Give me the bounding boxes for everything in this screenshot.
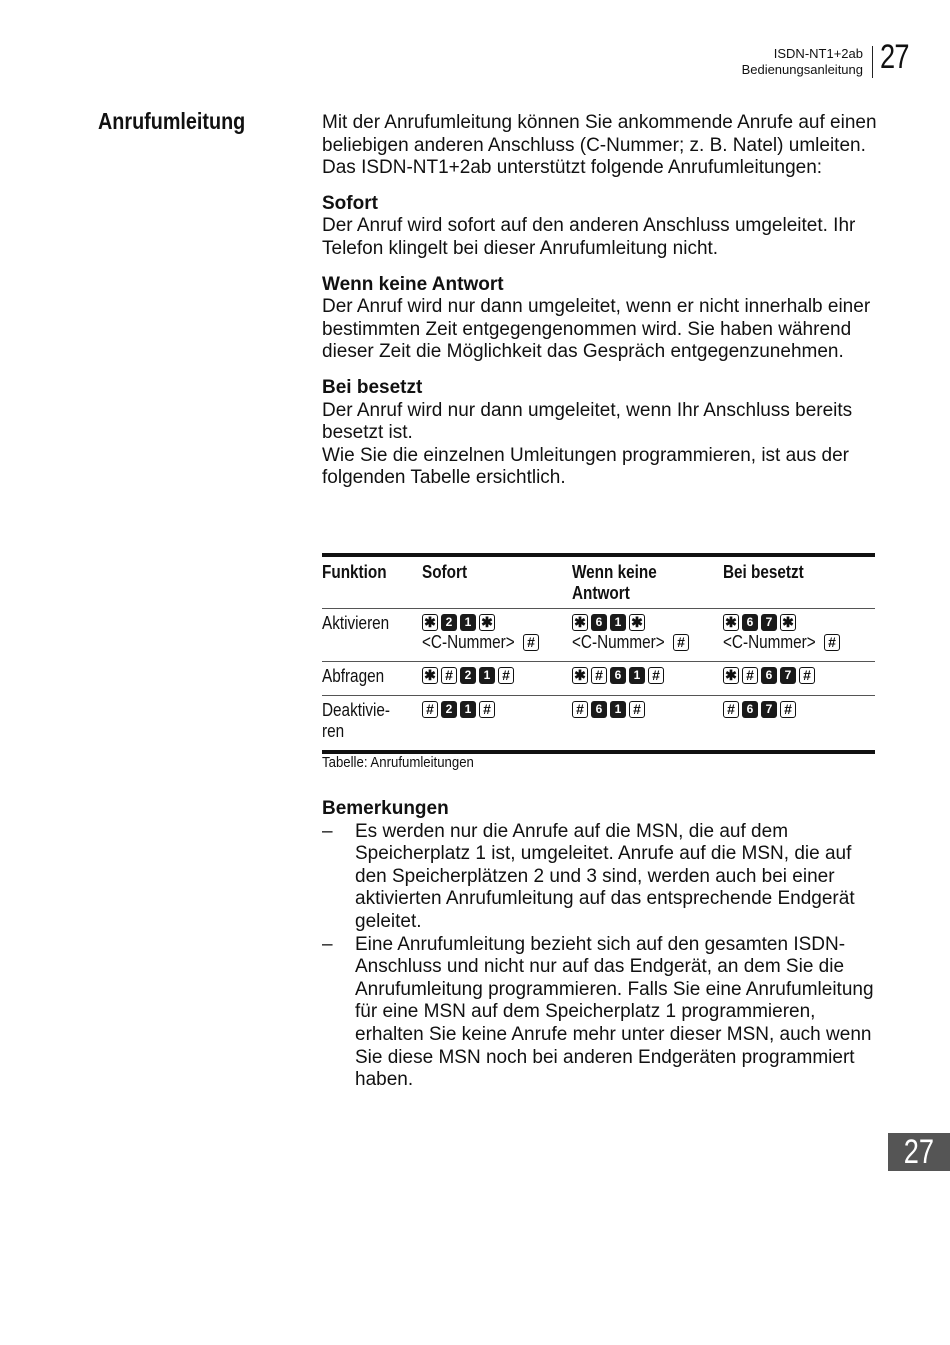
hash-key-icon: # — [523, 634, 539, 651]
remarks-list — [322, 821, 878, 1092]
star-key-icon: ✱ — [780, 614, 796, 631]
mode-text: Der Anruf wird nur dann umgeleitet, wenn Ihr Anschluss bereits besetzt ist. — [322, 399, 853, 444]
mode-block-sofort — [322, 193, 878, 261]
key-sequence-cell — [723, 609, 875, 662]
digit-key-icon: 7 — [761, 701, 777, 718]
star-key-icon: ✱ — [572, 667, 588, 684]
key-sequence-cell — [723, 696, 875, 753]
hash-key-icon: # — [824, 634, 840, 651]
mode-block-keine-antwort — [322, 274, 878, 364]
star-key-icon: ✱ — [629, 614, 645, 631]
digit-key-icon: 6 — [742, 701, 758, 718]
hash-key-icon: # — [591, 667, 607, 684]
table-row — [322, 696, 875, 753]
header-funktion: Funktion — [322, 562, 387, 582]
row-label: Deaktivie-ren — [322, 700, 391, 741]
hash-key-icon: # — [629, 701, 645, 718]
intro-paragraph: Mit der Anrufumleitung können Sie ankommende Anrufe auf einen beliebigen anderen Anschluss (C-Nummer; z. B. Natel) umleiten. Das ISDN-NT1+2ab unterstützt folgende Anrufumleitungen: — [322, 112, 877, 179]
hash-key-icon: # — [742, 667, 758, 684]
table-row — [322, 662, 875, 696]
hash-key-icon: # — [479, 701, 495, 718]
outro-paragraph: Wie Sie die einzelnen Umleitungen programmieren, ist aus der folgenden Tabelle ersichtlich. — [322, 444, 849, 489]
hash-key-icon: # — [648, 667, 664, 684]
key-sequence-cell — [422, 662, 572, 696]
hash-key-icon: # — [422, 701, 438, 718]
hash-key-icon: # — [572, 701, 588, 718]
star-key-icon: ✱ — [422, 614, 438, 631]
mode-block-besetzt — [322, 377, 878, 490]
star-key-icon: ✱ — [723, 667, 739, 684]
body-column — [322, 112, 878, 490]
key-sequence-cell — [422, 696, 572, 753]
star-key-icon: ✱ — [422, 667, 438, 684]
digit-key-icon: 6 — [591, 701, 607, 718]
c-number-label: <C-Nummer> — [572, 632, 665, 652]
remark-text: Eine Anrufumleitung bezieht sich auf den gesamten ISDN-Anschluss und nicht nur auf das Endgerät, an dem Sie die Anrufumleitung programmieren. Falls Sie eine Anrufumleitung für eine MSN auf dem Speicherplatz 1 programmieren, erhalten Sie keine Anrufe mehr unter dieser MSN, auch wenn Sie diese MSN noch bei anderen Endgeräten programmiert haben. — [355, 933, 874, 1091]
header-besetzt: Bei besetzt — [723, 562, 804, 582]
mode-title: Sofort — [322, 192, 378, 214]
digit-key-icon: 1 — [629, 667, 645, 684]
digit-key-icon: 2 — [441, 614, 457, 631]
hash-key-icon: # — [799, 667, 815, 684]
header-doc: Bedienungsanleitung — [741, 62, 863, 77]
c-number-label: <C-Nummer> — [723, 632, 816, 652]
running-header — [742, 46, 863, 78]
digit-key-icon: 2 — [460, 667, 476, 684]
remark-text: Es werden nur die Anrufe auf die MSN, die auf dem Speicherplatz 1 ist, umgeleitet. Anrufe auf die MSN, die auf den Speicherplätzen 2 und 3 sind, werden auch bei einer aktivierten Anrufumleitung auf das entsprechende Endgerät geleitet. — [355, 820, 855, 932]
header-keine-antwort: Wenn keine Antwort — [572, 562, 657, 603]
table-caption: Tabelle: Anrufumleitungen — [322, 754, 474, 771]
mode-title: Wenn keine Antwort — [322, 273, 504, 295]
remarks-section — [322, 798, 878, 1092]
header-divider — [872, 46, 873, 78]
remark-item — [322, 934, 878, 1092]
digit-key-icon: 7 — [761, 614, 777, 631]
remarks-title: Bemerkungen — [322, 798, 449, 819]
header-page-number: 27 — [880, 38, 909, 76]
forwarding-table — [322, 553, 875, 754]
c-number-label: <C-Nummer> — [422, 632, 515, 652]
key-sequence-cell — [723, 662, 875, 696]
star-key-icon: ✱ — [572, 614, 588, 631]
dash-bullet: – — [322, 933, 333, 955]
mode-text: Der Anruf wird nur dann umgeleitet, wenn er nicht innerhalb einer bestimmten Zeit entgegengenommen wird. Sie haben während dieser Zeit die Möglichkeit das Gespräch entgegenzunehmen. — [322, 296, 871, 363]
hash-key-icon: # — [723, 701, 739, 718]
digit-key-icon: 1 — [610, 701, 626, 718]
header-sofort: Sofort — [422, 562, 468, 582]
key-sequence-cell — [572, 696, 723, 753]
digit-key-icon: 6 — [610, 667, 626, 684]
page-tab — [888, 1133, 950, 1171]
mode-text: Der Anruf wird sofort auf den anderen Anschluss umgeleitet. Ihr Telefon klingelt bei dieser Anrufumleitung nicht. — [322, 215, 856, 259]
digit-key-icon: 6 — [591, 614, 607, 631]
header-product: ISDN-NT1+2ab — [773, 46, 863, 61]
table-row — [322, 609, 875, 662]
key-sequence-cell — [572, 609, 723, 662]
table-header-row — [322, 555, 875, 609]
digit-key-icon: 1 — [460, 701, 476, 718]
digit-key-icon: 1 — [610, 614, 626, 631]
digit-key-icon: 1 — [460, 614, 476, 631]
row-label: Abfragen — [322, 666, 385, 686]
page-tab-number: 27 — [903, 1133, 935, 1171]
row-label: Aktivieren — [322, 613, 390, 633]
digit-key-icon: 1 — [479, 667, 495, 684]
hash-key-icon: # — [673, 634, 689, 651]
remark-item — [322, 821, 878, 934]
key-sequence-cell — [572, 662, 723, 696]
digit-key-icon: 7 — [780, 667, 796, 684]
digit-key-icon: 2 — [441, 701, 457, 718]
dash-bullet: – — [322, 820, 333, 842]
hash-key-icon: # — [441, 667, 457, 684]
mode-title: Bei besetzt — [322, 376, 423, 398]
star-key-icon: ✱ — [723, 614, 739, 631]
star-key-icon: ✱ — [479, 614, 495, 631]
key-sequence-cell — [422, 609, 572, 662]
hash-key-icon: # — [498, 667, 514, 684]
digit-key-icon: 6 — [761, 667, 777, 684]
section-title: Anrufumleitung — [98, 108, 246, 134]
hash-key-icon: # — [780, 701, 796, 718]
digit-key-icon: 6 — [742, 614, 758, 631]
